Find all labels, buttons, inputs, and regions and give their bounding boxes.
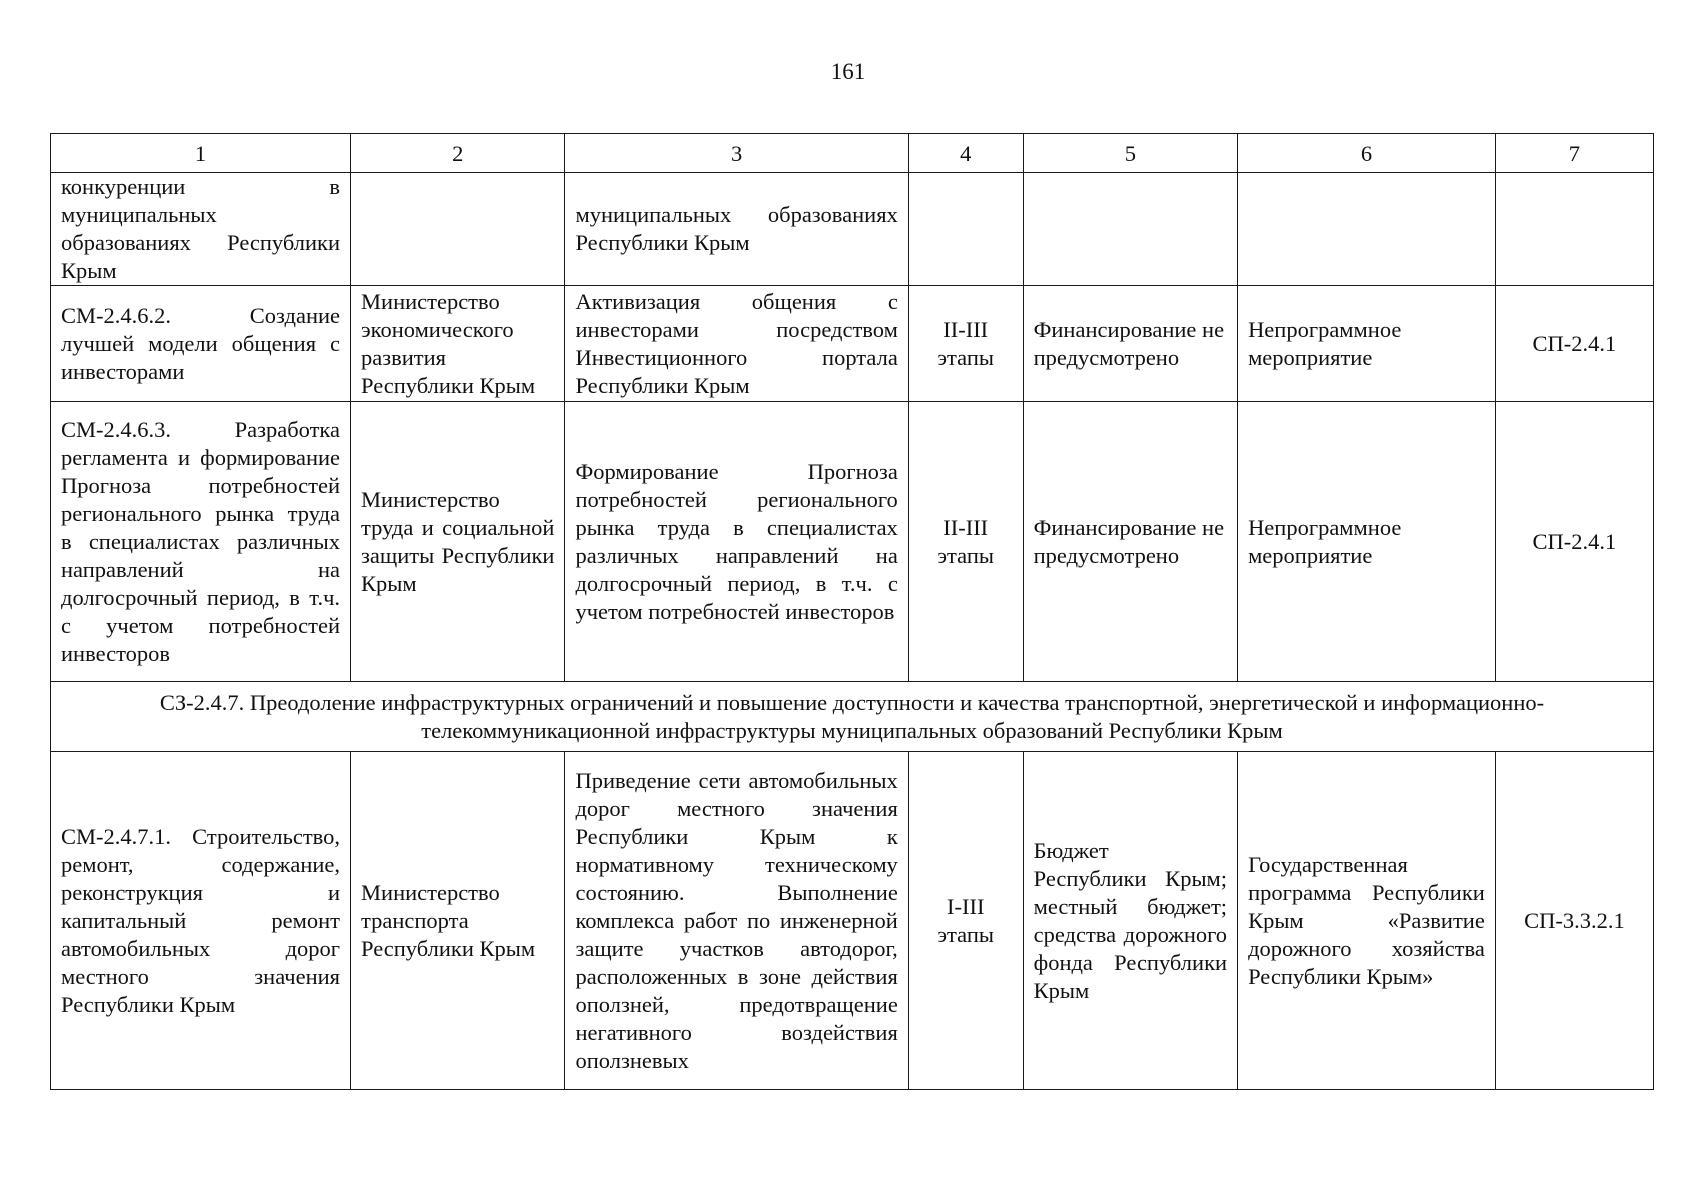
column-header-7: 7 <box>1495 134 1653 173</box>
table-row-continuation <box>51 173 1654 286</box>
column-header-4: 4 <box>908 134 1023 173</box>
measure-cell: СМ-2.4.6.2. Создание лучшей модели общения с инвесторами <box>51 286 351 402</box>
measure-cell: СМ-2.4.6.3. Разработка регламента и формирование Прогноза потребностей регионального рынка труда в специалистах различных направлений на долгосрочный период, в т.ч. с учетом потребностей инвесторов <box>51 402 351 682</box>
link-cell: СП-3.3.2.1 <box>1495 752 1653 1090</box>
program-cell <box>1238 173 1496 286</box>
result-cell: Формирование Прогноза потребностей регионального рынка труда в специалистах различных направлений на долгосрочный период, в т.ч. с учетом потребностей инвесторов <box>565 402 908 682</box>
table-row-2462 <box>51 286 1654 402</box>
table-row-2471 <box>51 752 1654 1090</box>
column-header-2: 2 <box>351 134 565 173</box>
link-cell <box>1495 173 1653 286</box>
header-row <box>51 134 1654 173</box>
column-header-3: 3 <box>565 134 908 173</box>
financing-cell: Финансирование не предусмотрено <box>1023 402 1237 682</box>
stage-cell: I-III этапы <box>908 752 1023 1090</box>
link-cell: СП-2.4.1 <box>1495 402 1653 682</box>
page-number: 161 <box>830 59 866 84</box>
result-cell: Активизация общения с инвесторами посредством Инвестиционного портала Республики Крым <box>565 286 908 402</box>
financing-cell: Бюджет Республики Крым; местный бюджет; средства дорожного фонда Республики Крым <box>1023 752 1237 1090</box>
measures-table <box>50 133 1654 1090</box>
result-cell: Приведение сети автомобильных дорог местного значения Республики Крым к нормативному техническому состоянию. Выполнение комплекса работ по инженерной защите участков автодорог, расположенных в зоне действия оползней, предотвращение негативного воздействия оползневых <box>565 752 908 1090</box>
column-header-1: 1 <box>51 134 351 173</box>
measure-cell: конкуренции в муниципальных образованиях Республики Крым <box>51 173 351 286</box>
table-row-2463 <box>51 402 1654 682</box>
program-cell: Непрограммное мероприятие <box>1238 286 1496 402</box>
column-header-6: 6 <box>1238 134 1496 173</box>
financing-cell <box>1023 173 1237 286</box>
program-cell: Государственная программа Республики Крым «Развитие дорожного хозяйства Республики Крым» <box>1238 752 1496 1090</box>
executor-cell: Министерство транспорта Республики Крым <box>351 752 565 1090</box>
result-cell: муниципальных образованиях Республики Крым <box>565 173 908 286</box>
link-cell: СП-2.4.1 <box>1495 286 1653 402</box>
stage-cell: II-III этапы <box>908 402 1023 682</box>
stage-cell: II-III этапы <box>908 286 1023 402</box>
executor-cell <box>351 173 565 286</box>
executor-cell: Министерство труда и социальной защиты Республики Крым <box>351 402 565 682</box>
measure-cell: СМ-2.4.7.1. Строительство, ремонт, содержание, реконструкция и капитальный ремонт автомобильных дорог местного значения Республики Крым <box>51 752 351 1090</box>
executor-cell: Министерство экономического развития Республики Крым <box>351 286 565 402</box>
section-row-247 <box>51 682 1654 752</box>
program-cell: Непрограммное мероприятие <box>1238 402 1496 682</box>
financing-cell: Финансирование не предусмотрено <box>1023 286 1237 402</box>
column-header-5: 5 <box>1023 134 1237 173</box>
section-heading: СЗ-2.4.7. Преодоление инфраструктурных ограничений и повышение доступности и качества транспортной, энергетической и информационно-телекоммуникационной инфраструктуры муниципальных образований Республики Крым <box>51 682 1654 752</box>
stage-cell <box>908 173 1023 286</box>
